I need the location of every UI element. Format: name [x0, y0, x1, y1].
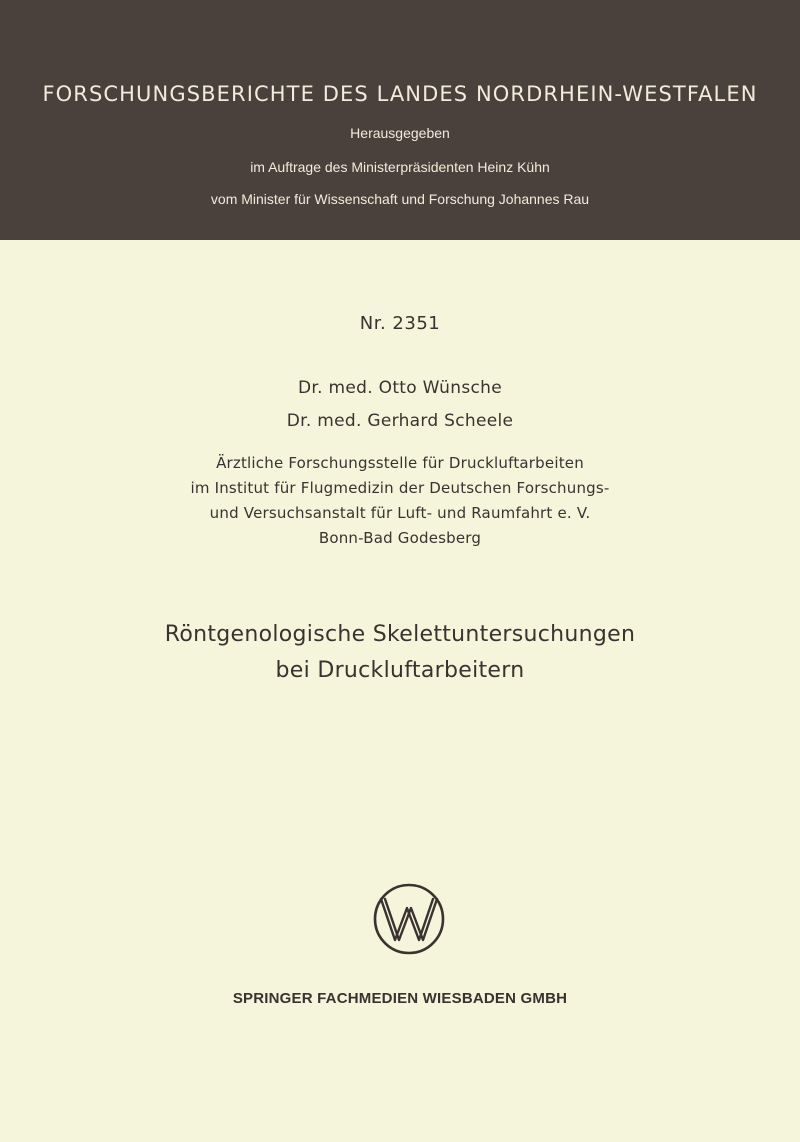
publisher-name: SPRINGER FACHMEDIEN WIESBADEN GMBH	[232, 990, 568, 1007]
publisher-logo-icon	[372, 882, 446, 956]
institution-line-3: und Versuchsanstalt für Luft- und Raumfahrt e. V.	[209, 504, 591, 522]
series-title: FORSCHUNGSBERICHTE DES LANDES NORDRHEIN-WESTFALEN	[42, 82, 758, 106]
header-band	[0, 0, 800, 240]
institution-line-1: Ärztliche Forschungsstelle für Druckluftarbeiten	[216, 454, 584, 472]
report-title-line-1: Röntgenologische Skelettuntersuchungen	[164, 622, 636, 647]
header-minister-line: vom Minister für Wissenschaft und Forschung Johannes Rau	[210, 191, 590, 207]
institution-line-4: Bonn-Bad Godesberg	[318, 529, 482, 547]
author-2: Dr. med. Gerhard Scheele	[286, 411, 514, 431]
report-title-line-2: bei Druckluftarbeitern	[275, 658, 525, 683]
author-1: Dr. med. Otto Wünsche	[298, 378, 502, 398]
report-number: Nr. 2351	[359, 313, 441, 334]
header-commission-line: im Auftrage des Ministerpräsidenten Heinz Kühn	[250, 159, 550, 175]
header-editor-line: Herausgegeben	[350, 125, 450, 141]
institution-line-2: im Institut für Flugmedizin der Deutschen Forschungs-	[190, 479, 610, 497]
